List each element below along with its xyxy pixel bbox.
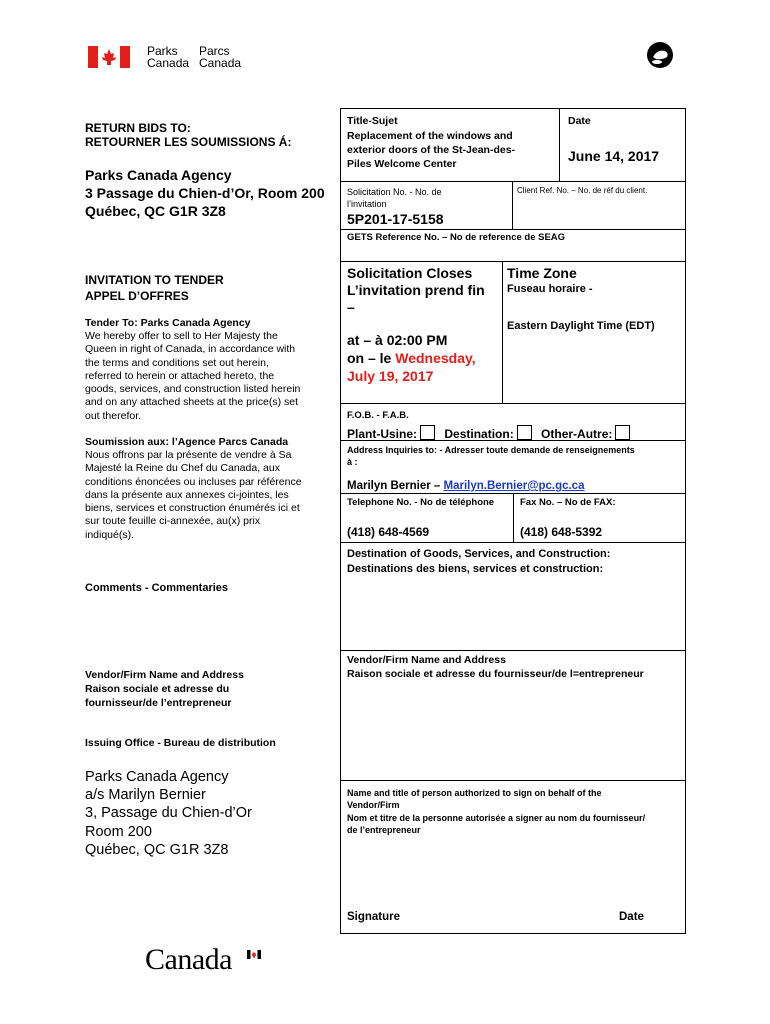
invitation-title-fr: APPEL D’OFFRES [85,289,189,303]
other-label: Other-Autre: [541,427,613,441]
destination-goods-en: Destination of Goods, Services, and Construction: [347,548,611,560]
fob-label: F.O.B. - F.A.B. [347,410,409,421]
logo-en-line2: Canada [147,56,190,70]
vendor-label-en: Vendor/Firm Name and Address [347,654,506,666]
fax-label: Fax No. – No de FAX: [520,497,616,508]
divider-vendor-bottom [340,780,686,781]
other-checkbox[interactable] [615,425,630,440]
destination-label: Destination: [444,427,514,441]
divider-gets-bottom [340,261,686,262]
tender-to-text: We hereby offer to sell to Her Majesty the Queen in right of Canada, in accordance with the terms and conditions set out herein, referred to herein or attached hereto, the goods, services, and construction listed herein and on any attached sheets at the price(s) set out therefor. [85,330,301,422]
canada-wordmark-flag-icon [247,946,261,955]
logo-en-line1: Parks [147,44,178,58]
closes-on-label: on – le [347,350,396,366]
issuing-line4: Room 200 [85,823,152,840]
issuing-office-label: Issuing Office - Bureau de distribution [85,737,276,749]
closes-weekday: Wednesday, [395,350,476,366]
parks-canada-wordmark-en [147,45,189,69]
telephone-label: Telephone No. - No de téléphone [347,497,495,508]
address-inquiries-label: Address Inquiries to: - Adresser toute demande de renseignements à : [347,445,635,467]
contact-line [347,480,584,492]
return-bids-label-en: RETURN BIDS TO: [85,121,191,135]
destination-goods-fr: Destinations des biens, services et construction: [347,563,604,575]
timezone-fr-label: Fuseau horaire - [507,283,593,295]
divider-destination-bottom [340,650,686,651]
closes-date-line1 [347,350,476,366]
soumission-text: Nous offrons par la présente de vendre à Sa Majesté la Reine du Chef du Canada, aux conditions énoncées ou incluses par référence dans la présente aux annexes ci-jointes, les biens, services et construction énumérés ici et sur toute feuille ci-annexée, au(x) prix indiqué(s). [85,449,302,541]
logo-fr-line1: Parcs [199,44,230,58]
soumission-heading: Soumission aux: l’Agence Parcs Canada [85,436,289,448]
solicitation-value: 5P201-17-5158 [347,211,444,227]
comments-label: Comments - Commentaries [85,582,229,594]
tender-to-heading: Tender To: Parks Canada Agency [85,317,251,329]
issuing-line1: Parks Canada Agency [85,769,229,785]
logo-fr-line2: Canada [199,56,242,70]
title-label: Title-Sujet [347,115,398,127]
return-address-line2: 3 Passage du Chien-d’Or, Room 200 [85,185,325,201]
solicitation-label: Solicitation No. - No. de l’invitation [347,187,442,209]
return-address-line1: Parks Canada Agency [85,167,232,183]
return-bids-label-fr: RETOURNER LES SOUMISSIONS Á: [85,135,292,149]
issuing-line2: a/s Marilyn Bernier [85,787,206,804]
timezone-label: Time Zone [507,265,577,281]
destination-checkbox[interactable] [517,425,532,440]
gets-label: GETS Reference No. – No de reference de SEAG [347,232,566,243]
contact-name: Marilyn Bernier – [347,480,444,492]
divider-closes-bottom [340,403,686,404]
divider-fax-left [513,493,514,542]
title-value: Replacement of the windows and exterior doors of the St-Jean-des- Piles Welcome Center [347,130,516,170]
date-label: Date [568,115,591,127]
timezone-value: Eastern Daylight Time (EDT) [507,320,655,332]
vendor-label-left-line2: Raison sociale et adresse du [85,683,230,695]
issuing-line5: Québec, QC G1R 3Z8 [85,841,229,858]
divider-title-bottom [340,181,686,182]
divider-timezone-left [502,261,503,403]
invitation-title-en: INVITATION TO TENDER [85,273,224,287]
telephone-value: (418) 648-4569 [347,525,430,539]
issuing-office-address [85,768,252,859]
client-ref-label: Client Ref. No. – No. de réf du client. [517,186,648,195]
beaver-emblem-icon [645,40,675,70]
vendor-label-left-line1: Vendor/Firm Name and Address [85,669,244,681]
plant-label: Plant-Usine: [347,427,418,441]
vendor-label-left-line3: fournisseur/de l’entrepreneur [85,697,232,709]
divider-date-left [559,108,560,181]
plant-checkbox[interactable] [420,425,435,440]
contact-email-link[interactable]: Marilyn.Bernier@pc.gc.ca [443,480,585,492]
authorized-person-label: Name and title of person authorized to sign on behalf of the Vendor/Firm Nom et titre de la personne autorisée a signer au nom du fournisseur/ de l’entrepreneur [347,788,646,835]
fax-value: (418) 648-5392 [520,525,603,539]
date-value: June 14, 2017 [568,148,660,164]
divider-phone-bottom [340,542,686,543]
issuing-line3: 3, Passage du Chien-d’Or [85,805,252,822]
divider-clientref-left [512,181,513,229]
closes-time: at – à 02:00 PM [347,332,448,348]
return-address-line3: Québec, QC G1R 3Z8 [85,203,226,219]
parks-canada-wordmark-fr [199,45,241,69]
parks-canada-flag-icon [88,46,130,68]
return-address [85,166,325,220]
fob-options [347,425,630,441]
divider-solicitation-bottom [340,229,686,230]
vendor-label-fr: Raison sociale et adresse du fournisseur/de l=entrepreneur [347,668,644,680]
closes-date-line2: July 19, 2017 [347,368,434,384]
closes-label: Solicitation Closes L’invitation prend fin – [347,265,485,315]
vendor-label-left [85,668,244,710]
signature-label: Signature [347,911,401,923]
canada-wordmark: Canada [145,943,232,976]
signature-date-label: Date [619,911,644,923]
